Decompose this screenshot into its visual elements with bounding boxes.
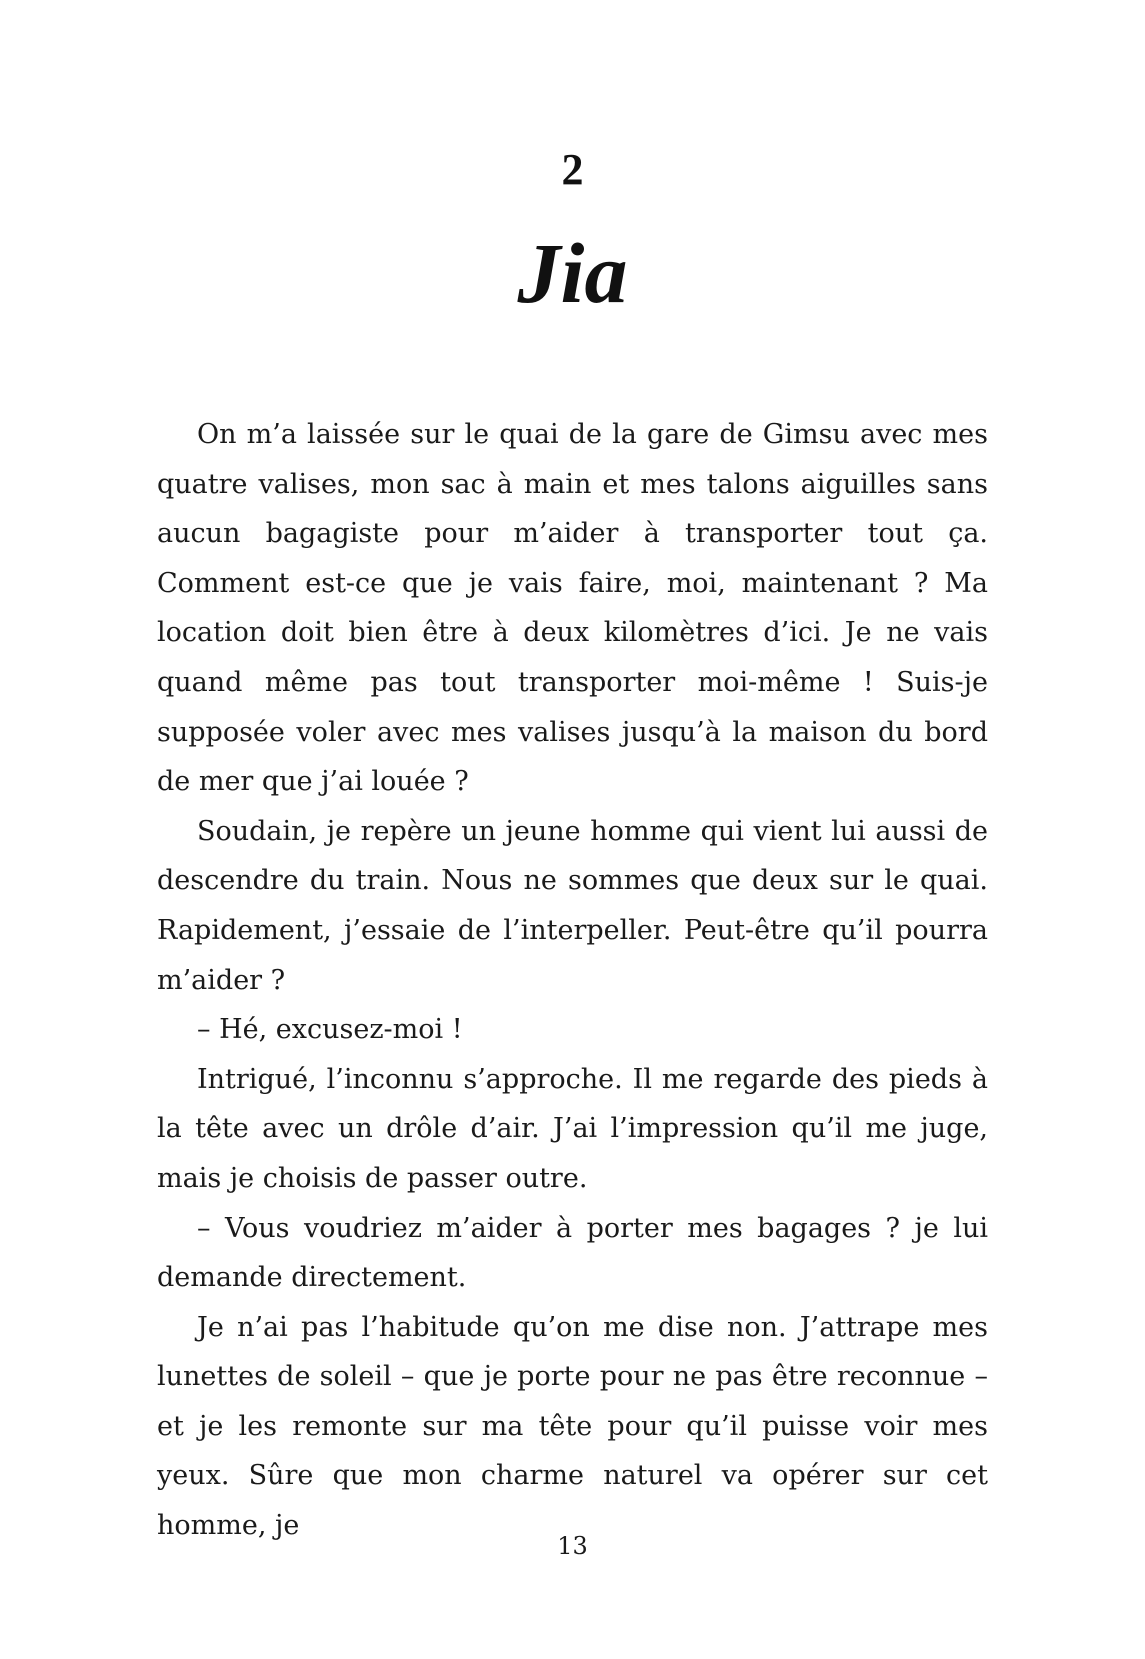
paragraph: On m’a laissée sur le quai de la gare de Gimsu avec mes quatre valises, mon sac à main et mes talons aiguilles sans aucun bagagiste pour m’aider à transporter tout ça. Comment est-ce que je vais faire, moi, maintenant ? Ma location doit bien être à deux kilomètres d’ici. Je ne vais quand même pas tout transporter moi-même ! Suis-je supposée voler avec mes valises jusqu’à la maison du bord de mer que j’ai louée ? <box>157 419 988 798</box>
chapter-body <box>157 410 988 1551</box>
paragraph: Intrigué, l’inconnu s’approche. Il me regarde des pieds à la tête avec un drôle d’air. J’ai l’impression qu’il me juge, mais je choisis de passer outre. <box>157 1063 988 1194</box>
paragraph: Je n’ai pas l’habitude qu’on me dise non. J’attrape mes lunettes de soleil – que je porte pour ne pas être reconnue – et je les remonte sur ma tête pour qu’il puisse voir mes yeux. Sûre que mon charme naturel va opérer sur cet homme, je <box>157 1311 988 1542</box>
chapter-number: 2 <box>561 145 584 194</box>
page-number: 13 <box>557 1532 588 1560</box>
dialogue-line: – Vous voudriez m’aider à porter mes bagages ? je lui demande directement. <box>157 1212 988 1294</box>
paragraph: Soudain, je repère un jeune homme qui vient lui aussi de descendre du train. Nous ne sommes que deux sur le quai. Rapidement, j’essaie de l’interpeller. Peut-être qu’il pourra m’aider ? <box>157 815 988 996</box>
chapter-title: Jia <box>517 225 628 321</box>
dialogue-line: – Hé, excusez-moi ! <box>197 1014 463 1046</box>
